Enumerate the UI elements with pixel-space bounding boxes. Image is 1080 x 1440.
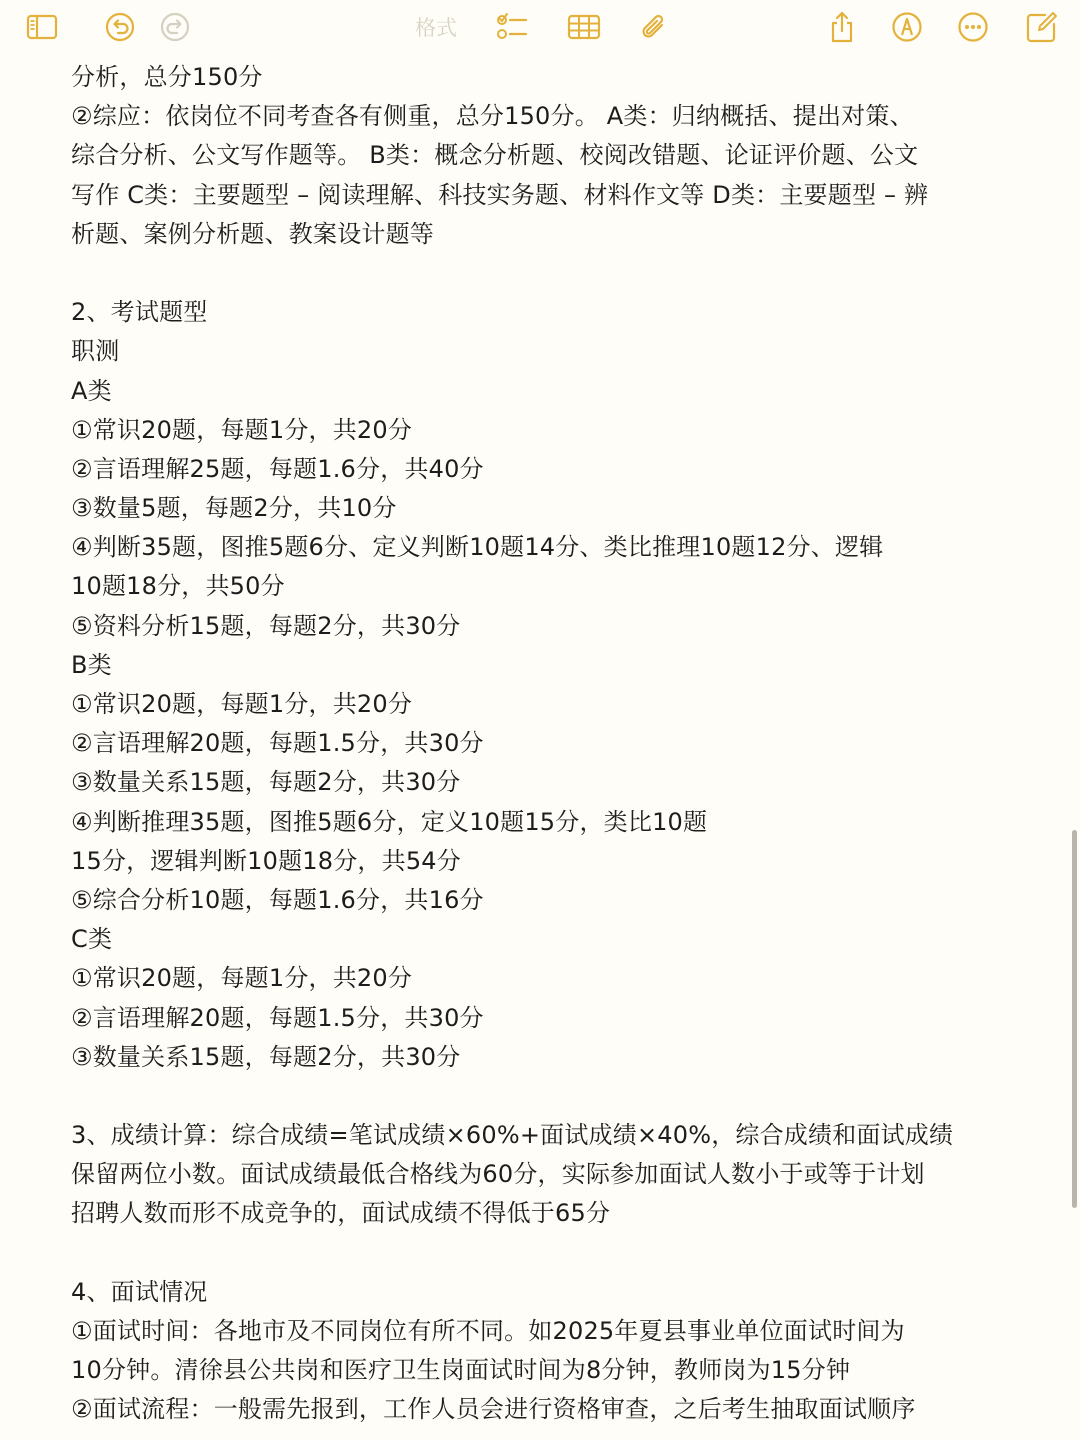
text-line: 招聘人数而形不成竞争的，面试成绩不得低于65分	[71, 1199, 611, 1228]
section-heading: 2、考试题型	[71, 298, 208, 327]
text-line: ②言语理解25题，每题1.6分，共40分	[71, 454, 484, 483]
text-line: ⑤资料分析15题，每题2分，共30分	[71, 611, 461, 640]
text-line: ①常识20题，每题1分，共20分	[71, 415, 413, 444]
text-line: ①常识20题，每题1分，共20分	[71, 964, 413, 993]
format-button[interactable]: 格式	[415, 16, 457, 40]
text-line: ②言语理解20题，每题1.5分，共30分	[71, 1003, 484, 1032]
text-line: 写作 C类：主要题型 – 阅读理解、科技实务题、材料作文等 D类：主要题型 – 辨	[71, 180, 929, 209]
text-line: ②言语理解20题，每题1.5分，共30分	[71, 729, 484, 758]
text-line: A类	[71, 376, 112, 405]
text-line: 10题18分，共50分	[71, 572, 285, 601]
toolbar	[0, 0, 1080, 54]
text-line: 保留两位小数。面试成绩最低合格线为60分，实际参加面试人数小于或等于计划	[71, 1160, 925, 1189]
blank-line	[71, 254, 1021, 293]
text-line: ③数量关系15题，每题2分，共30分	[71, 768, 461, 797]
undo-icon[interactable]	[102, 9, 138, 45]
text-line: ④判断推理35题，图推5题6分，定义10题15分，类比10题	[71, 807, 708, 836]
more-icon[interactable]	[955, 9, 991, 45]
text-line: ②综应：依岗位不同考查各有侧重，总分150分。 A类：归纳概括、提出对策、	[71, 102, 914, 131]
text-line: 综合分析、公文写作题等。 B类：概念分析题、校阅改错题、论证评价题、公文	[71, 141, 919, 170]
text-line: ③数量关系15题，每题2分，共30分	[71, 1042, 461, 1071]
share-icon[interactable]	[824, 9, 860, 45]
table-icon[interactable]	[566, 9, 602, 45]
text-line: ⑤综合分析10题，每题1.6分，共16分	[71, 885, 484, 914]
blank-line	[71, 1234, 1021, 1273]
attachment-icon[interactable]	[636, 9, 672, 45]
text-line: 职测	[71, 337, 120, 366]
text-line: ①常识20题，每题1分，共20分	[71, 690, 413, 718]
text-line: ②面试流程：一般需先报到，工作人员会进行资格审查，之后考生抽取面试顺序	[71, 1395, 916, 1424]
text-line: 10分钟。清徐县公共岗和医疗卫生岗面试时间为8分钟，教师岗为15分钟	[71, 1356, 851, 1385]
text-line: ①面试时间：各地市及不同岗位有所不同。如2025年夏县事业单位面试时间为	[71, 1317, 905, 1345]
blank-line	[71, 1077, 1021, 1116]
section-heading: 3、成绩计算：综合成绩=笔试成绩×60%+面试成绩×40%，综合成绩和面试成绩	[71, 1121, 954, 1150]
compose-icon[interactable]	[1024, 9, 1060, 45]
text-line: ③数量5题，每题2分，共10分	[71, 494, 397, 523]
markup-icon[interactable]	[889, 9, 925, 45]
section-heading: 4、面试情况	[71, 1277, 208, 1306]
vertical-scrollbar[interactable]	[1072, 830, 1077, 1208]
checklist-icon[interactable]	[494, 9, 530, 45]
text-line: ④判断35题，图推5题6分、定义判断10题14分、类比推理10题12分、逻辑	[71, 533, 884, 562]
text-line: C类	[71, 925, 113, 954]
text-line: B类	[71, 650, 112, 679]
redo-icon[interactable]	[157, 9, 193, 45]
sidebar-icon[interactable]	[24, 9, 60, 45]
text-line: 分析，总分150分	[71, 63, 263, 91]
text-line: 15分，逻辑判断10题18分，共54分	[71, 846, 461, 875]
text-line: 析题、案例分析题、教案设计题等	[71, 219, 434, 248]
note-body[interactable]	[71, 58, 1021, 1430]
